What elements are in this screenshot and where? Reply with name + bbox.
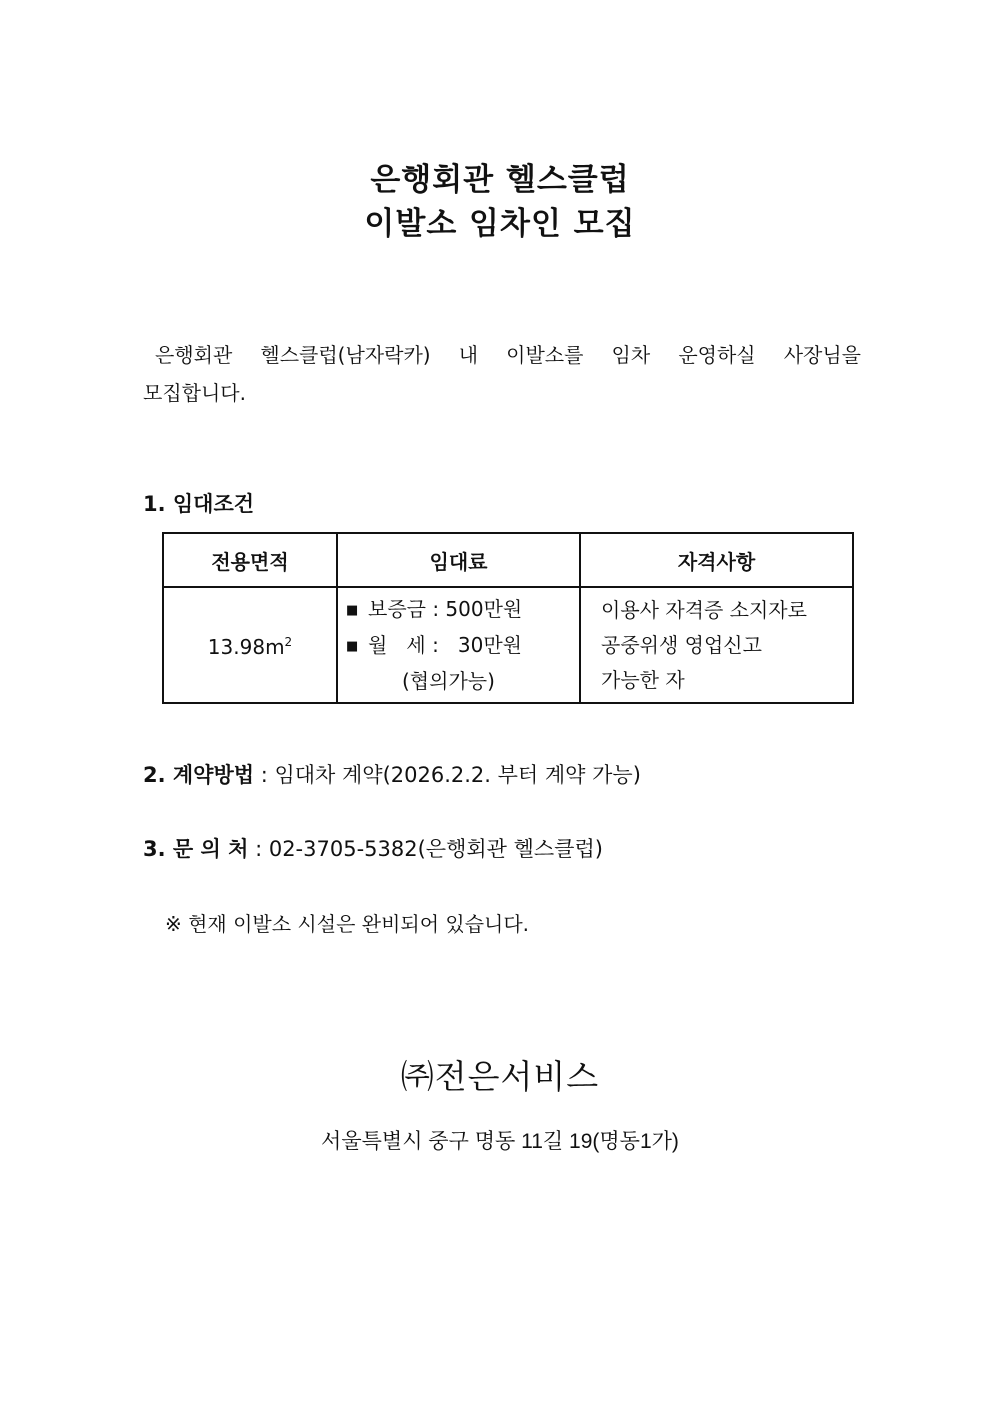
square-bullet-icon: ■ (346, 602, 359, 618)
intro-paragraph (143, 336, 861, 412)
monthly-text: 월 세 : 30만원 (368, 632, 522, 657)
qualification-cell (580, 587, 853, 703)
intro-line-2: 모집합니다. (143, 381, 246, 405)
area-cell (163, 587, 337, 703)
qualification-line-3: 가능한 자 (601, 667, 685, 692)
monthly-line (346, 628, 578, 664)
table-header-row (163, 533, 853, 587)
section-1-heading: 1. 임대조건 (143, 492, 255, 516)
qualification-line-1: 이용사 자격증 소지자로 (601, 597, 807, 622)
area-value: 13.98 (207, 635, 266, 659)
intro-line-1: 은행회관 헬스클럽(남자락카) 내 이발소를 임차 운영하실 사장님을 (155, 343, 861, 367)
contract-method-label: 2. 계약방법 (143, 763, 255, 787)
negotiable-text: (협의가능) (402, 668, 495, 693)
title-line-1: 은행회관 헬스클럽 (370, 162, 630, 198)
area-unit-superscript: 2 (284, 635, 293, 649)
header-qualification: 자격사항 (580, 533, 853, 587)
contract-method-row (143, 757, 641, 793)
table-row (163, 587, 853, 703)
square-bullet-icon: ■ (346, 638, 359, 654)
area-unit: m (265, 635, 285, 659)
deposit-text: 보증금 : 500만원 (368, 596, 523, 621)
contract-method-value: : 임대차 계약(2026.2.2. 부터 계약 가능) (260, 763, 641, 787)
title-line-2: 이발소 임차인 모집 (364, 206, 636, 242)
deposit-line (346, 592, 578, 628)
contact-row (143, 831, 603, 867)
qualification-line-2: 공중위생 영업신고 (601, 632, 762, 657)
lease-terms-table (162, 532, 854, 704)
document-title (0, 158, 1000, 246)
header-area: 전용면적 (163, 533, 337, 587)
contact-label: 3. 문 의 처 (143, 837, 249, 861)
header-rent: 임대료 (337, 533, 580, 587)
rent-cell (337, 587, 580, 703)
contact-value: : 02-3705-5382(은행회관 헬스클럽) (255, 837, 603, 861)
company-address: 서울특별시 중구 명동 11길 19(명동1가) (321, 1130, 679, 1153)
facility-note: ※ 현재 이발소 시설은 완비되어 있습니다. (165, 912, 530, 936)
company-name: ㈜전은서비스 (400, 1057, 600, 1096)
